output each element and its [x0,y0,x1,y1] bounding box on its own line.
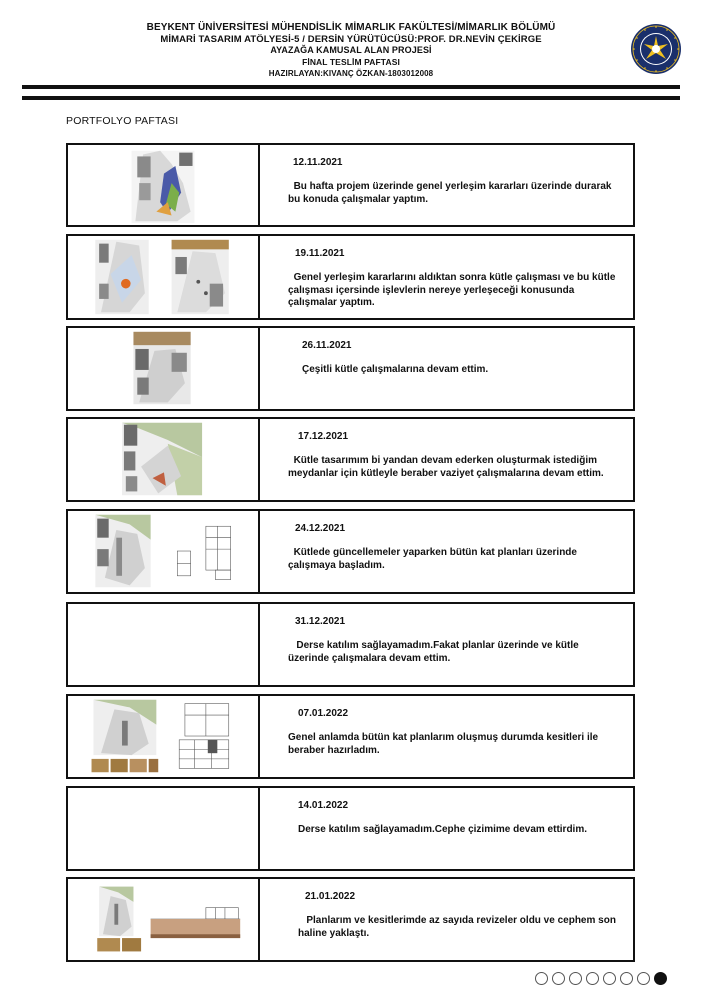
entry-thumbnail-images [68,328,258,409]
portfolio-entry [66,602,635,687]
entry-thumbnail-images [68,236,258,318]
page-header [0,22,702,80]
page-dot-active[interactable] [654,972,667,985]
header-rule-top [22,85,680,89]
page-dot[interactable] [552,972,565,985]
entry-date: 24.12.2021 [295,523,346,534]
page-dot[interactable] [603,972,616,985]
section-title: PORTFOLYO PAFTASI [66,115,179,127]
entry-description: Kütle tasarımım bi yandan devam ederken oluşturmak istediğim meydanlar için kütleyle beraber vaziyet çalışmalarına devam ettim. [288,455,604,479]
entry-divider [258,788,260,869]
page-dot[interactable] [637,972,650,985]
portfolio-entry [66,417,635,502]
entry-thumbnail-images [68,879,258,960]
page-indicator [535,972,667,985]
entry-divider [258,696,260,777]
header-author-line: HAZIRLAYAN:KIVANÇ ÖZKAN-1803012008 [268,69,434,78]
page-dot[interactable] [535,972,548,985]
entry-description: Çeşitli kütle çalışmalarına devam ettim. [302,364,489,375]
portfolio-entry [66,234,635,320]
entry-divider [258,328,260,409]
portfolio-entry [66,143,635,227]
entry-divider [258,145,260,225]
entry-date: 19.11.2021 [295,248,345,259]
header-submission-line: FİNAL TESLİM PAFTASI [302,56,400,67]
entry-thumbnail-images [68,696,258,777]
entry-divider [258,511,260,592]
entry-description: Genel anlamda bütün kat planlarım oluşmuş durumda kesitleri ile beraber hazırladım. [288,732,601,756]
header-rule-bottom [22,96,680,100]
portfolio-entry [66,694,635,779]
entry-description: Derse katılım sağlayamadım.Fakat planlar üzerinde ve kütle üzerinde çalışmalara devam ettim. [288,640,582,664]
entry-thumbnail-images [68,511,258,592]
portfolio-entry [66,509,635,594]
header-project-line: AYAZAĞA KAMUSAL ALAN PROJESİ [270,45,432,55]
entry-description: Kütlede güncellemeler yaparken bütün kat planları üzerinde çalışmaya başladım. [288,547,580,571]
entry-divider [258,604,260,685]
entry-date: 07.01.2022 [298,708,349,719]
entry-thumbnail-images [68,419,258,500]
portfolio-entry [66,786,635,871]
entry-divider [258,236,260,318]
entry-divider [258,879,260,960]
entry-description: Genel yerleşim kararlarını aldıktan sonra kütle çalışması ve bu kütle çalışması içersinde işlevlerin nereye yerleşeceği konusunda çalışmalar yaptım. [288,272,619,308]
entry-thumbnail-images [68,145,258,225]
portfolio-entry [66,326,635,411]
entry-date: 31.12.2021 [295,616,346,627]
entry-date: 21.01.2022 [305,891,356,902]
page-dot[interactable] [586,972,599,985]
page-dot[interactable] [620,972,633,985]
header-university-line: BEYKENT ÜNİVERSİTESİ MÜHENDİSLİK MİMARLIK FAKÜLTESİ/MİMARLIK BÖLÜMÜ [146,22,556,33]
entry-date: 14.01.2022 [298,800,349,811]
entry-date: 26.11.2021 [302,340,352,351]
entry-divider [258,419,260,500]
header-course-line: MİMARİ TASARIM ATÖLYESİ-5 / DERSİN YÜRÜTÜCÜSÜ:PROF. DR.NEVİN ÇEKİRGE [160,33,542,45]
entry-date: 17.12.2021 [298,431,349,442]
entry-date: 12.11.2021 [293,157,343,168]
page-dot[interactable] [569,972,582,985]
beykent-university-seal-icon [630,23,682,75]
portfolio-entry [66,877,635,962]
entry-description: Derse katılım sağlayamadım.Cephe çizimime devam ettirdim. [298,824,588,835]
entry-description: Planlarım ve kesitlerimde az sayıda revizeler oldu ve cephem son haline yaklaştı. [298,915,619,939]
entry-description: Bu hafta projem üzerinde genel yerleşim kararları üzerinde durarak bu konuda çalışmalar yaptım. [288,181,615,205]
